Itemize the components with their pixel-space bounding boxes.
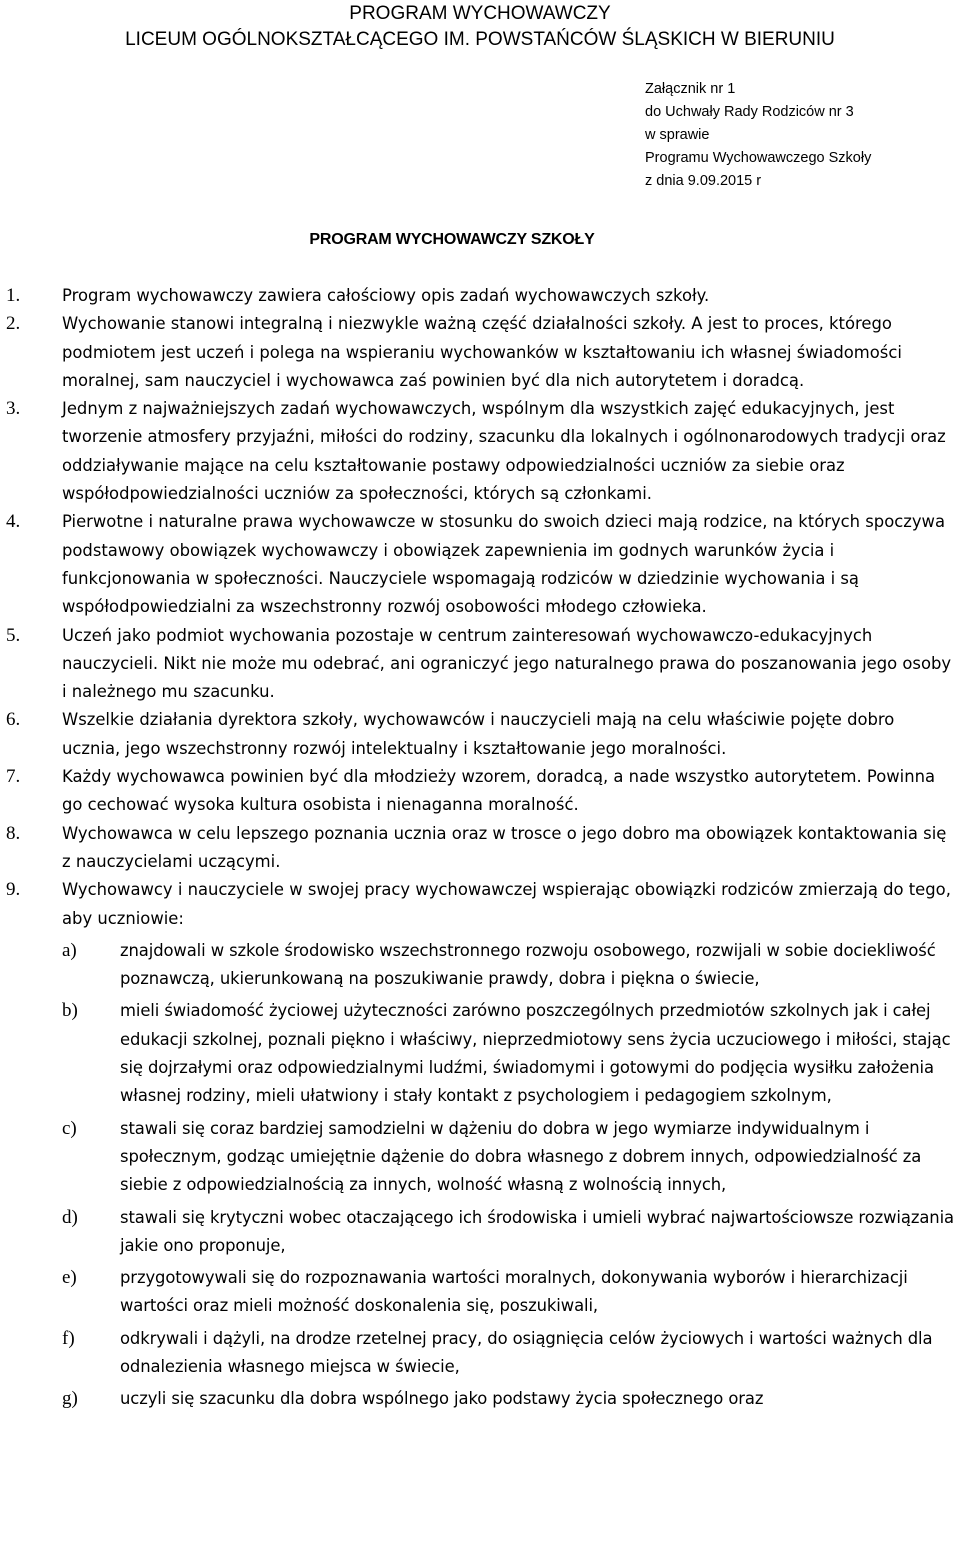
sub-list-item-text: odkrywali i dążyli, na drodze rzetelnej pracy, do osiągnięcia celów życiowych i wartości ważnych dla odnalezienia własnego miejsca w świecie, [120, 1328, 933, 1376]
sub-list-item-text: stawali się coraz bardziej samodzielni w dążeniu do dobra w jego wymiarze indywidualnym i społecznym, godząc umiejętnie dążenie do dobra własnego z dobrem innych, odpowiedzialność za siebie z odpowiedzialnością za innych, wolność własną z wolnością innych, [120, 1118, 922, 1195]
list-item-number: 1. [6, 285, 21, 306]
sub-list-item [0, 1115, 960, 1200]
document-header [0, 0, 960, 53]
sub-list-item-letter: b) [62, 1000, 78, 1022]
sub-list-item-text: mieli świadomość życiowej użyteczności zarówno poszczególnych przedmiotów szkolnych jak i całej edukacji szkolnej, poznali piękno i właściwy, nieprzedmiotowy sens życia uczuciowego i miłości, stając się dojrzałymi oraz odpowiedzialnymi ludźmi, świadomymi i gotowymi do podjęcia wysiłku założenia własnej rodziny, mieli ułatwiony i stały kontakt z psychologiem i pedagogiem szkolnym, [120, 1001, 951, 1106]
list-item-text: Wszelkie działania dyrektora szkoły, wychowawców i nauczycieli mają na celu właściwie pojęte dobro ucznia, jego wszechstronny rozwój intelektualny i kształtowanie jego moralności. [62, 710, 895, 758]
list-item-number: 2. [6, 313, 21, 335]
list-item [0, 310, 960, 395]
list-item-text: Wychowanie stanowi integralną i niezwykle ważną część działalności szkoły. A jest to proces, którego podmiotem jest uczeń i polega na wspieraniu wychowanków w kształtowaniu ich własnej świadomości moralnej, sam nauczyciel i wychowawca zaś powinien być dla nich autorytetem i doradcą. [62, 314, 902, 390]
list-item [0, 763, 960, 820]
list-item [0, 706, 960, 763]
sub-list-item-text: znajdowali w szkole środowisko wszechstronnego rozwoju osobowego, rozwijali w sobie dociekliwość poznawczą, ukierunkowaną na poszukiwanie prawdy, dobra i piękna o świecie, [120, 940, 936, 989]
sub-list-item-letter: a) [62, 939, 77, 961]
sub-list-item [0, 937, 960, 994]
sub-list-item [0, 1385, 960, 1413]
list-item-number: 6. [6, 709, 21, 731]
list-item-text: Każdy wychowawca powinien być dla młodzieży wzorem, doradcą, a nade wszystko autorytetem. Powinna go cechować wysoka kultura osobista i nienaganna moralność. [62, 767, 936, 815]
list-item-number: 4. [6, 511, 21, 533]
attachment-note [645, 78, 871, 193]
sub-list-item-text: stawali się krytyczni wobec otaczającego ich środowiska i umieli wybrać najwartościowsze rozwiązania jakie ono proponuje, [120, 1207, 954, 1255]
numbered-list [0, 282, 960, 1414]
sub-list-item [0, 1264, 960, 1321]
list-item-text: Uczeń jako podmiot wychowania pozostaje w centrum zainteresowań wychowawczo-edukacyjnych nauczycieli. Nikt nie może mu odebrać, ani ograniczyć jego naturalnego prawa do poszanowania jego osoby i należnego mu szacunku. [62, 625, 952, 702]
attachment-line-5: z dnia 9.09.2015 r [645, 173, 762, 189]
sub-list-item-letter: g) [62, 1388, 78, 1410]
sub-list-item-text: przygotowywali się do rozpoznawania wartości moralnych, dokonywania wyborów i hierarchizacji wartości oraz mieli możność doskonalenia się, poszukiwali, [120, 1268, 908, 1316]
list-item-number: 5. [6, 624, 21, 646]
sub-list-item [0, 997, 960, 1110]
sub-list-item-letter: e) [62, 1267, 77, 1289]
list-item-text: Wychowawca w celu lepszego poznania ucznia oraz w trosce o jego dobro ma obowiązek kontaktowania się z nauczycielami uczącymi. [62, 823, 947, 871]
sub-list-item-letter: c) [62, 1117, 77, 1139]
list-item [0, 820, 960, 877]
list-item [0, 395, 960, 508]
attachment-line-1: Załącznik nr 1 [645, 81, 736, 97]
sub-list-item [0, 1325, 960, 1382]
list-item [0, 622, 960, 707]
sub-list-item [0, 1204, 960, 1261]
list-item-number: 7. [6, 766, 21, 788]
document-title-text: PROGRAM WYCHOWAWCZY SZKOŁY [309, 231, 595, 248]
list-item-text: Pierwotne i naturalne prawa wychowawcze w stosunku do swoich dzieci mają rodzice, na których spoczywa podstawowy obowiązek wychowawczy i obowiązek zapewnienia im godnych warunków życia i funkcjonowania w społeczności. Nauczyciele wspomagają rodziców w dziedzinie wychowania i są współodpowiedzialni za wszechstronny rozwój osobowości młodego człowieka. [62, 512, 946, 617]
attachment-line-4: Programu Wychowawczego Szkoły [645, 150, 872, 166]
header-line-1: PROGRAM WYCHOWAWCZY [349, 3, 611, 24]
list-item-text: Wychowawcy i nauczyciele w swojej pracy wychowawczej wspierając obowiązki rodziców zmierzają do tego, aby uczniowie: [62, 880, 951, 928]
attachment-line-2: do Uchwały Rady Rodziców nr 3 [645, 104, 854, 120]
sub-list-item-letter: f) [62, 1327, 75, 1349]
list-item-text: Program wychowawczy zawiera całościowy opis zadań wychowawczych szkoły. [62, 286, 710, 305]
header-line-2: LICEUM OGÓLNOKSZTAŁCĄCEGO IM. POWSTAŃCÓW ŚLĄSKICH W BIERUNIU [125, 29, 835, 50]
list-item-number: 3. [6, 398, 21, 420]
sub-list-item-letter: d) [62, 1206, 78, 1228]
list-item [0, 508, 960, 621]
attachment-line-3: w sprawie [645, 127, 710, 143]
document-title [0, 228, 900, 252]
list-item-number: 9. [6, 879, 21, 901]
list-item-text: Jednym z najważniejszych zadań wychowawczych, wspólnym dla wszystkich zajęć edukacyjnych, jest tworzenie atmosfery przyjaźni, miłości do rodziny, szacunku dla lokalnych i ogólnonarodowych tradycji oraz oddziaływanie mające na celu kształtowanie postawy odpowiedzialności uczniów za siebie oraz współodpowiedzialności uczniów za społeczności, których są członkami. [62, 399, 946, 504]
list-item [0, 876, 960, 933]
sub-list-item-text: uczyli się szacunku dla dobra wspólnego jako podstawy życia społecznego oraz [120, 1389, 764, 1409]
list-item-number: 8. [6, 822, 21, 844]
list-item [0, 282, 960, 310]
